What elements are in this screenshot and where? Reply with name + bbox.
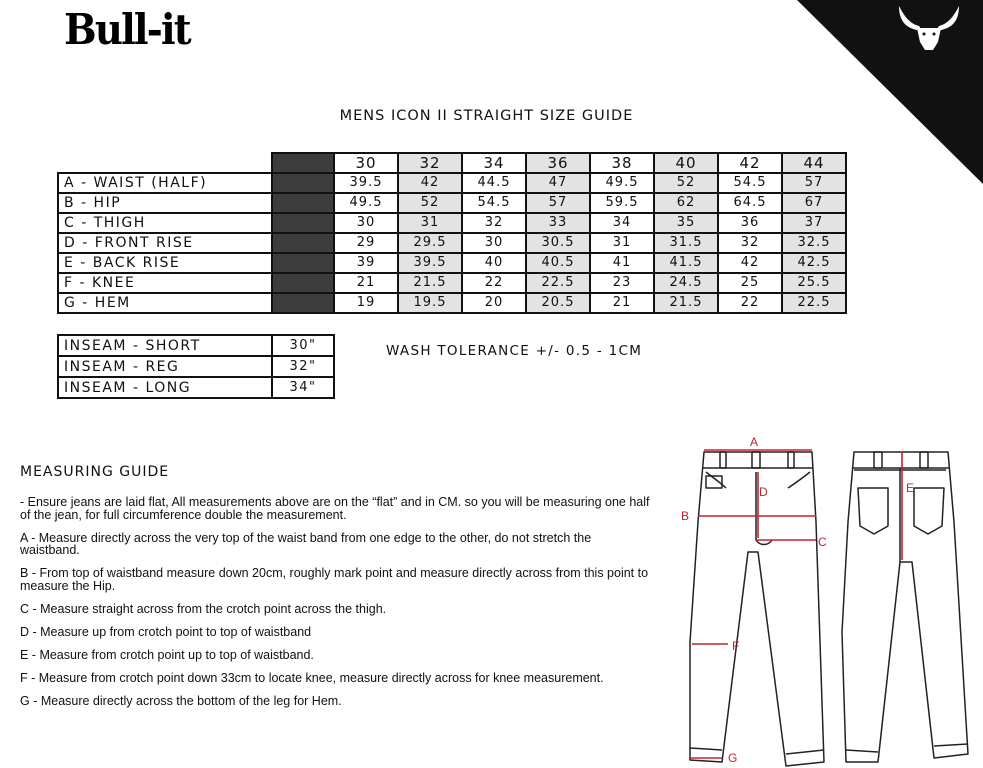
size-value-cell: 35 (654, 213, 718, 233)
inseam-label: INSEAM - REG (58, 356, 272, 377)
page-title: MENS ICON II STRAIGHT SIZE GUIDE (339, 108, 634, 124)
size-value-cell: 21 (334, 273, 398, 293)
diagram-label-b: B (681, 509, 690, 523)
size-value-cell: 24.5 (654, 273, 718, 293)
size-header: 40 (654, 153, 718, 173)
measurement-label: B - HIP (58, 193, 272, 213)
size-value-cell: 41.5 (654, 253, 718, 273)
size-value-cell: 44.5 (462, 173, 526, 193)
size-value-cell: 52 (654, 173, 718, 193)
dark-column-cell (272, 213, 334, 233)
dark-column-cell (272, 253, 334, 273)
wash-tolerance-note: WASH TOLERANCE +/- 0.5 - 1CM (386, 343, 643, 359)
inseam-value: 34" (272, 377, 334, 398)
size-value-cell: 52 (398, 193, 462, 213)
size-value-cell: 49.5 (334, 193, 398, 213)
size-value-cell: 57 (782, 173, 846, 193)
guide-item: B - From top of waistband measure down 20cm, roughly mark point and measure directly across from this point to measure the Hip. (20, 566, 649, 593)
diagram-label-d: D (759, 485, 768, 499)
size-value-cell: 31 (398, 213, 462, 233)
size-header: 32 (398, 153, 462, 173)
size-value-cell: 34 (590, 213, 654, 233)
size-value-cell: 49.5 (590, 173, 654, 193)
size-header-row (58, 153, 846, 173)
size-value-cell: 42.5 (782, 253, 846, 273)
guide-item: E - Measure from crotch point up to top of waistband. (20, 647, 314, 662)
size-value-cell: 40.5 (526, 253, 590, 273)
dark-column-cell (272, 273, 334, 293)
jeans-back-illustration (842, 452, 968, 762)
inseam-label: INSEAM - LONG (58, 377, 272, 398)
jeans-measurement-diagram (676, 432, 976, 768)
size-value-cell: 54.5 (462, 193, 526, 213)
size-value-cell: 39.5 (398, 253, 462, 273)
size-value-cell: 62 (654, 193, 718, 213)
size-row (58, 273, 846, 293)
measurement-label: G - HEM (58, 293, 272, 313)
size-value-cell: 31 (590, 233, 654, 253)
size-value-cell: 29 (334, 233, 398, 253)
size-value-cell: 30 (334, 213, 398, 233)
size-value-cell: 59.5 (590, 193, 654, 213)
size-value-cell: 19 (334, 293, 398, 313)
size-value-cell: 23 (590, 273, 654, 293)
size-value-cell: 22 (462, 273, 526, 293)
diagram-label-c: C (818, 535, 827, 549)
diagram-label-a: A (750, 435, 759, 449)
size-value-cell: 21.5 (654, 293, 718, 313)
dark-column-cell (272, 293, 334, 313)
size-value-cell: 32.5 (782, 233, 846, 253)
dark-column-cell (272, 233, 334, 253)
dark-column-cell (272, 173, 334, 193)
size-row (58, 253, 846, 273)
size-header: 30 (334, 153, 398, 173)
size-value-cell: 42 (398, 173, 462, 193)
size-header: 38 (590, 153, 654, 173)
size-value-cell: 22.5 (526, 273, 590, 293)
measuring-guide-list (20, 496, 650, 718)
size-value-cell: 22.5 (782, 293, 846, 313)
size-header: 34 (462, 153, 526, 173)
size-value-cell: 39.5 (334, 173, 398, 193)
size-value-cell: 32 (462, 213, 526, 233)
size-value-cell: 33 (526, 213, 590, 233)
inseam-row (58, 356, 334, 377)
size-header: 42 (718, 153, 782, 173)
measurement-label: F - KNEE (58, 273, 272, 293)
size-value-cell: 21.5 (398, 273, 462, 293)
diagram-label-e: E (906, 481, 915, 495)
size-value-cell: 57 (526, 193, 590, 213)
measurement-label: C - THIGH (58, 213, 272, 233)
size-header: 44 (782, 153, 846, 173)
measurement-label: D - FRONT RISE (58, 233, 272, 253)
size-value-cell: 21 (590, 293, 654, 313)
size-row (58, 193, 846, 213)
size-value-cell: 29.5 (398, 233, 462, 253)
size-header: 36 (526, 153, 590, 173)
size-value-cell: 25 (718, 273, 782, 293)
inseam-table (57, 334, 335, 399)
jeans-front-illustration (690, 452, 824, 766)
diagram-label-f: F (732, 639, 740, 653)
size-value-cell: 54.5 (718, 173, 782, 193)
inseam-value: 32" (272, 356, 334, 377)
size-value-cell: 30 (462, 233, 526, 253)
size-row (58, 173, 846, 193)
size-value-cell: 39 (334, 253, 398, 273)
size-value-cell: 37 (782, 213, 846, 233)
guide-item: F - Measure from crotch point down 33cm to locate knee, measure directly across for knee measurement. (20, 670, 604, 685)
guide-item: A - Measure directly across the very top of the waist band from one edge to the other, do not stretch the waistband. (20, 530, 592, 557)
size-value-cell: 31.5 (654, 233, 718, 253)
inseam-row (58, 377, 334, 398)
inseam-value: 30" (272, 335, 334, 356)
diagram-label-g: G (728, 751, 738, 765)
size-value-cell: 25.5 (782, 273, 846, 293)
size-value-cell: 64.5 (718, 193, 782, 213)
guide-item: C - Measure straight across from the crotch point across the thigh. (20, 601, 387, 616)
size-value-cell: 67 (782, 193, 846, 213)
size-value-cell: 41 (590, 253, 654, 273)
size-row (58, 213, 846, 233)
brand-logo: Bull-it (64, 5, 190, 54)
size-row (58, 233, 846, 253)
measuring-guide-title: MEASURING GUIDE (20, 464, 170, 480)
size-row (58, 293, 846, 313)
size-value-cell: 40 (462, 253, 526, 273)
guide-item: D - Measure up from crotch point to top of waistband (20, 624, 312, 639)
size-table (57, 152, 847, 314)
guide-item: G - Measure directly across the bottom of the leg for Hem. (20, 693, 342, 708)
inseam-label: INSEAM - SHORT (58, 335, 272, 356)
size-value-cell: 22 (718, 293, 782, 313)
dark-column-cell (272, 153, 334, 173)
header-spacer (58, 153, 272, 173)
size-value-cell: 42 (718, 253, 782, 273)
inseam-row (58, 335, 334, 356)
measurement-label: E - BACK RISE (58, 253, 272, 273)
size-value-cell: 20.5 (526, 293, 590, 313)
dark-column-cell (272, 193, 334, 213)
size-value-cell: 30.5 (526, 233, 590, 253)
measurement-label: A - WAIST (HALF) (58, 173, 272, 193)
size-value-cell: 20 (462, 293, 526, 313)
guide-item: - Ensure jeans are laid flat, All measurements above are on the “flat” and in CM. so you will be measuring one half of the jean, for full circumference double the measurement. (20, 495, 650, 522)
size-value-cell: 47 (526, 173, 590, 193)
size-value-cell: 19.5 (398, 293, 462, 313)
size-value-cell: 32 (718, 233, 782, 253)
size-value-cell: 36 (718, 213, 782, 233)
